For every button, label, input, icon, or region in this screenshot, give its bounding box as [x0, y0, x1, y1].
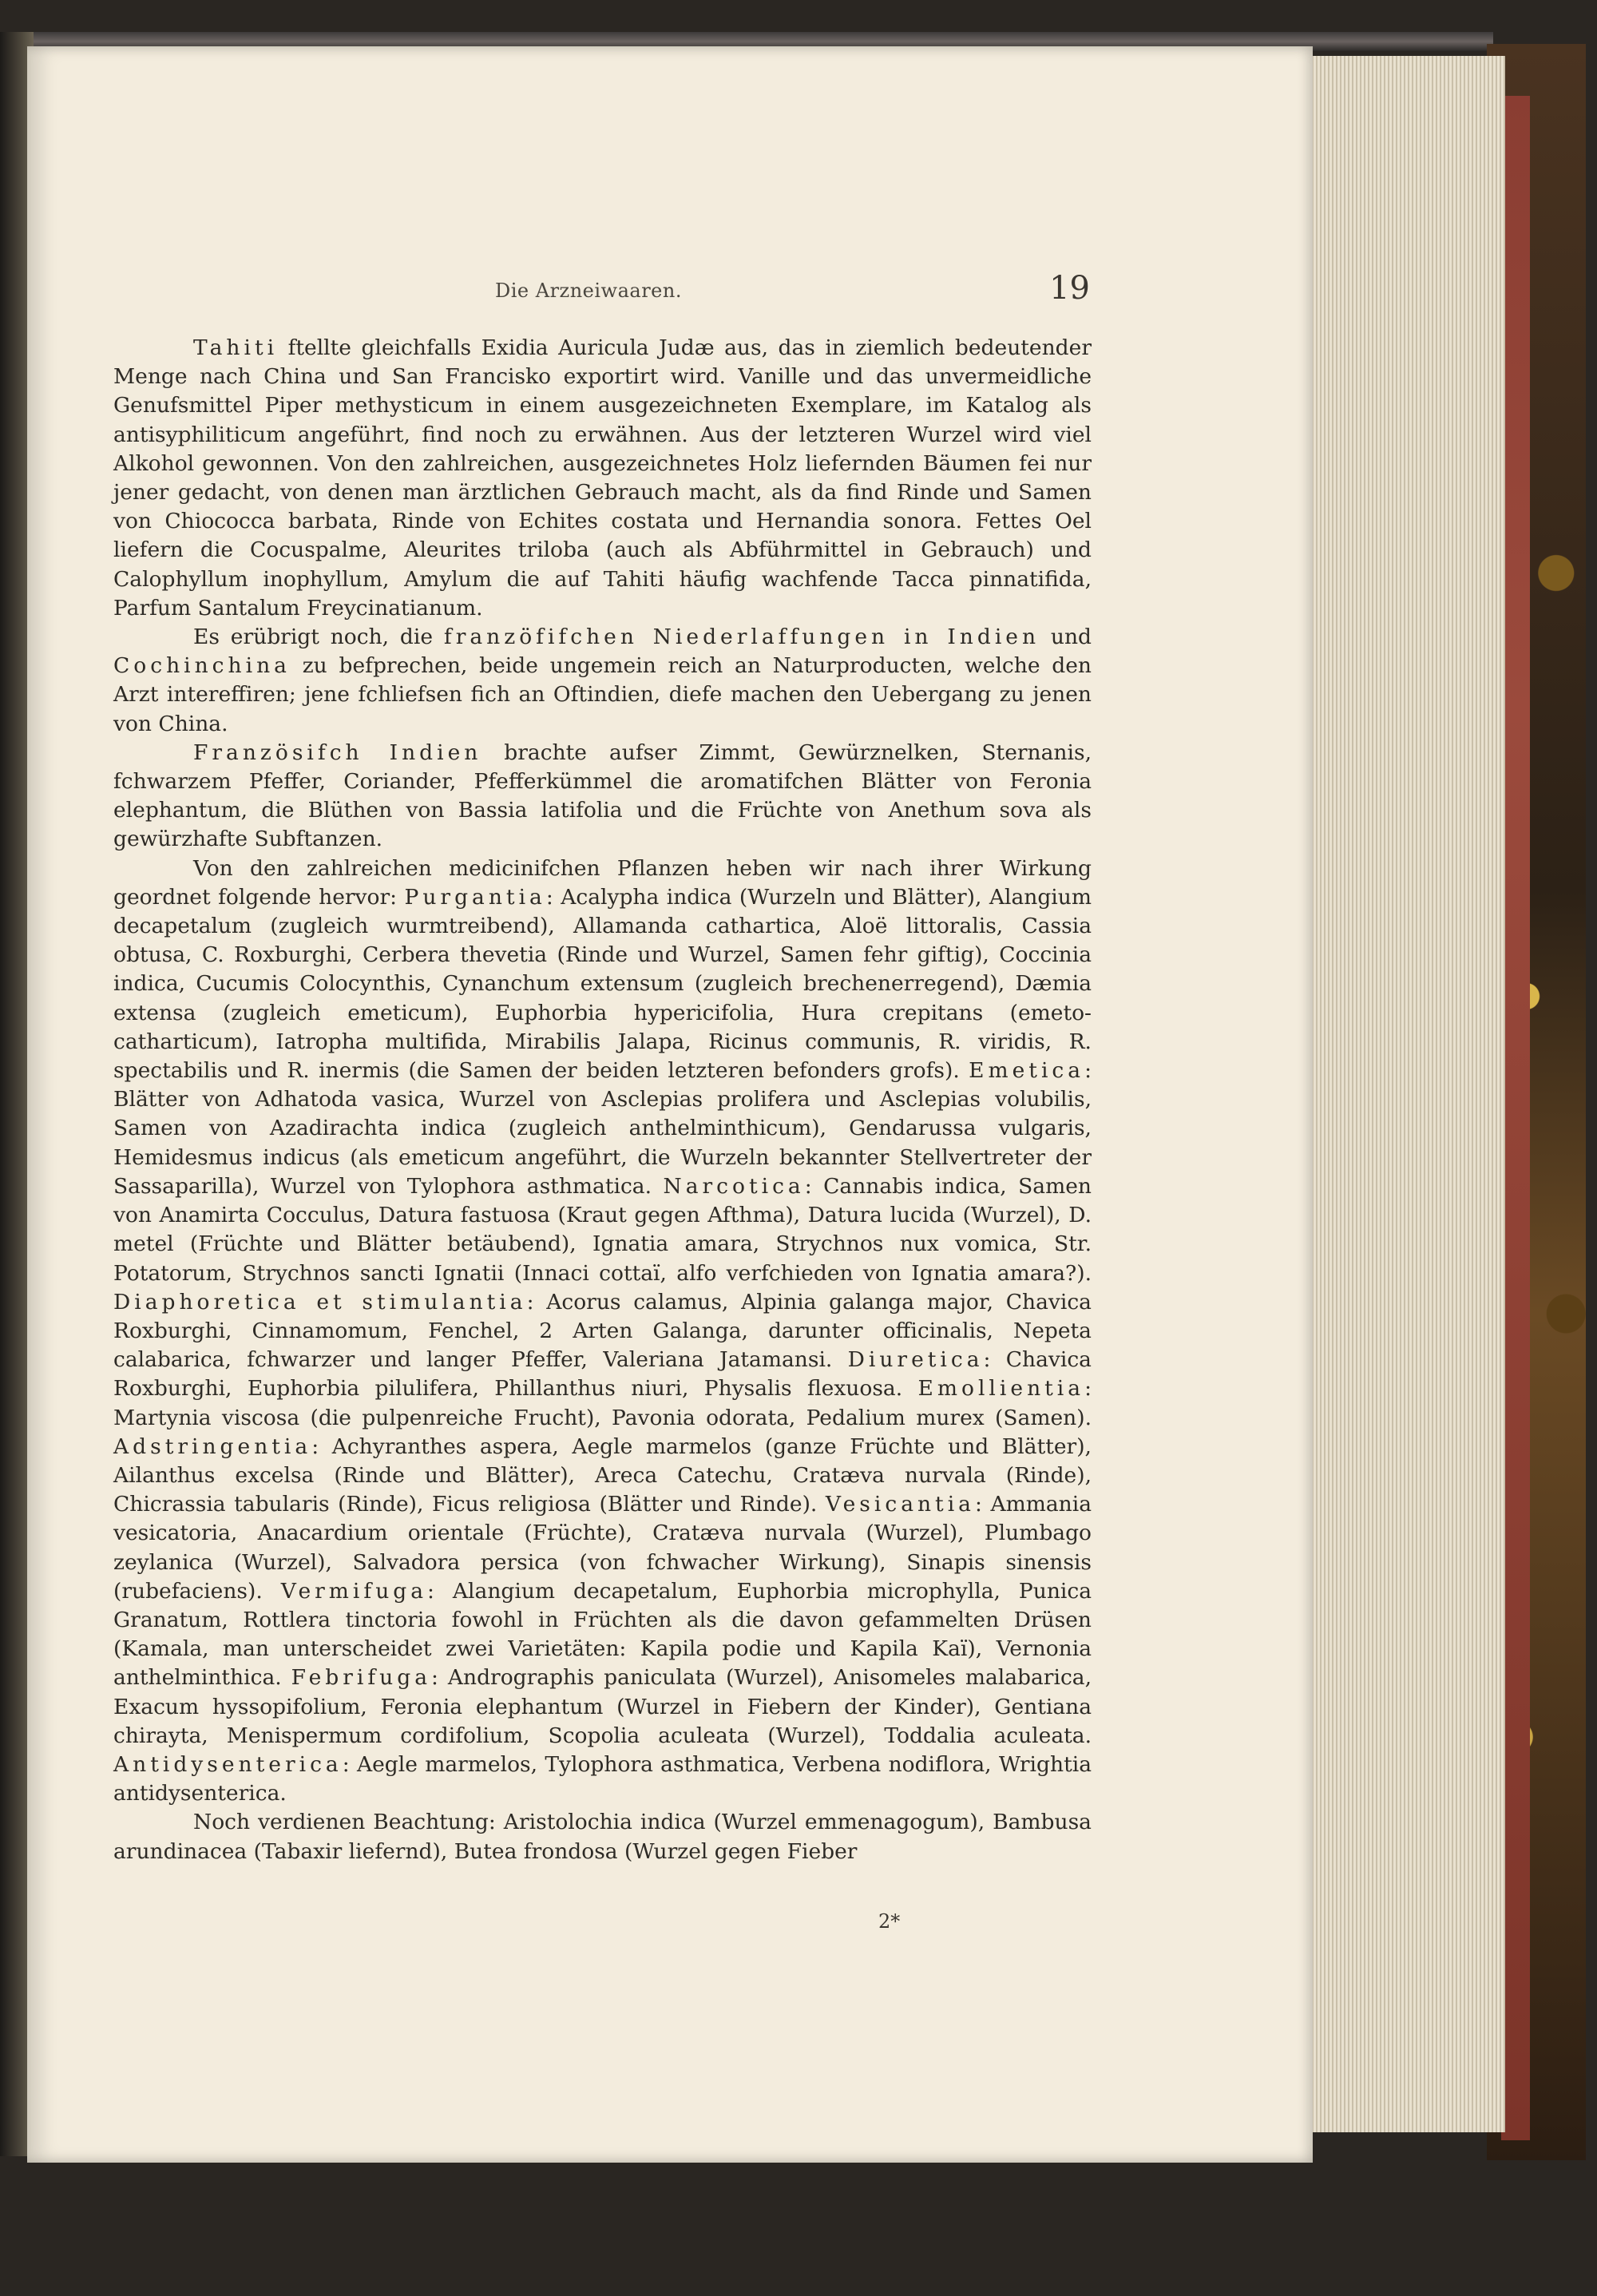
text-run: : Andrographis paniculata (Wurzel), Anisomeles malabarica, Exacum hyssopifolium, Feronia elephantum (Wurzel in Fiebern der Kinder), Gentiana chirayta, Menispermum cordifolium, Scopolia aculeata (Wurzel), Toddalia aculeata. [113, 1665, 1092, 1748]
body-text [113, 334, 1092, 1866]
book-cover-edge [1501, 96, 1530, 2140]
text-run: : Martynia viscosa (die pulpenreiche Frucht), Pavonia odorata, Pedalium murex (Samen). [113, 1376, 1092, 1430]
paragraph-4 [113, 855, 1092, 1809]
text-run: Von den zahlreichen medicinifchen Pflanzen heben wir nach ihrer Wirkung geordnet folgende hervor: [113, 855, 1092, 910]
text-run: ftellte gleichfalls Exidia Auricula Judæ aus, das in ziemlich bedeutender Menge nach China und San Francisko exportirt wird. Vanille und das unvermeidliche Genufsmittel Piper methysticum in einem ausgezeichneten Exemplare, im Katalog als antisyphiliticum angeführt, find noch zu erwähnen. Aus der letzteren Wurzel wird viel Alkohol gewonnen. Von den zahlreichen, ausgezeichnetes Holz liefernden Bäumen fei nur jener gedacht, von denen man ärztlichen Gebrauch macht, als da find Rinde und Samen von Chiococca barbata, Rinde von Echites costata und Hernandia sonora. Fettes Oel liefern die Cocuspalme, Aleurites triloba (auch als Abführmittel in Gebrauch) und Calophyllum inophyllum, Amylum die auf Tahiti häufig wachfende Tacca pinnatifida, Parfum Santalum Freycinatianum. [113, 335, 1092, 621]
spaced-term: franzöfifchen Niederlaffungen in Indien [443, 625, 1040, 650]
spaced-term: Emetica [969, 1058, 1085, 1084]
text-run: : Aegle marmelos, Tylophora asthmatica, Verbena nodiflora, Wrightia antidysenterica. [113, 1751, 1092, 1806]
text-run: : Chavica Roxburghi, Euphorbia pilulifera, Phillanthus niuri, Physalis flexuosa. [113, 1347, 1092, 1402]
spaced-term: Narcotica [663, 1173, 805, 1199]
text-run: brachte aufser Zimmt, Gewürznelken, Sternanis, fchwarzem Pfeffer, Coriander, Pfefferkümmel die aromatifchen Blätter von Feronia elephantum, die Blüthen von Bassia latifolia und die Früchte von Anethum sova als gewürzhafte Subftanzen. [113, 740, 1092, 852]
spaced-term: Französifch Indien [193, 740, 482, 765]
spaced-term: Antidysenterica [113, 1751, 343, 1777]
spaced-term: Purgantia [404, 884, 546, 910]
paragraph-1 [113, 334, 1092, 623]
paragraph-5 [113, 1808, 1092, 1866]
text-run: : Blätter von Adhatoda vasica, Wurzel von Asclepias prolifera und Asclepias volubilis, Samen von Azadirachta indica (zugleich anthelminthicum), Gendarussa vulgaris, Hemidesmus indicus (als emeticum angeführt, die Wurzeln bekannter Stellvertreter der Sassaparilla), Wurzel von Tylophora asthmatica. [113, 1058, 1092, 1199]
spaced-term: Febrifuga [291, 1665, 431, 1691]
page-number: 19 [1049, 270, 1090, 307]
running-title: Die Arzneiwaaren. [495, 280, 682, 302]
spaced-term: Adstringentia [113, 1434, 312, 1459]
text-run: : Acorus calamus, Alpinia galanga major, Chavica Roxburghi, Cinnamomum, Fenchel, 2 Arten Galanga, darunter officinalis, Nepeta calabarica, fchwarzer und langer Pfeffer, Valeriana Jatamansi. [113, 1289, 1092, 1373]
text-run: zu befprechen, beide ungemein reich an Naturproducten, welche den Arzt intereffiren; jene fchliefsen fich an Oftindien, diefe machen den Uebergang zu jenen von China. [113, 653, 1092, 736]
text-run: : Achyranthes aspera, Aegle marmelos (ganze Früchte und Blätter), Ailanthus excelsa (Rinde und Blätter), Areca Catechu, Cratæva nurvala (Rinde), Chicrassia tabularis (Rinde), Ficus religiosa (Blätter und Rinde). [113, 1434, 1092, 1517]
text-run: : Ammania vesicatoria, Anacardium orientale (Früchte), Cratæva nurvala (Wurzel), Plumbago zeylanica (Wurzel), Salvadora persica (von fchwacher Wirkung), Sinapis sinensis (rubefaciens). [113, 1492, 1092, 1604]
text-run: : Alangium decapetalum, Euphorbia microphylla, Punica Granatum, Rottlera tinctoria fowohl in Früchten als die davon gefammelten Drüsen (Kamala, man unterscheidet zwei Varietäten: Kapila podie und Kapila Kaï), Vernonia anthelminthica. [113, 1578, 1092, 1691]
page-stack [1310, 56, 1505, 2132]
spaced-term: Diaphoretica et stimulantia [113, 1289, 527, 1315]
running-head [112, 270, 1090, 311]
spaced-term: Emollientia [917, 1376, 1085, 1402]
signature-mark: 2* [878, 1910, 901, 1933]
text-run: : Acalypha indica (Wurzeln und Blätter), Alangium decapetalum (zugleich wurmtreibend), Allamanda cathartica, Aloë littoralis, Cassia obtusa, C. Roxburghi, Cerbera thevetia (Rinde und Wurzel, Samen fehr giftig), Coccinia indica, Cucumis Colocynthis, Cynanchum extensum (zugleich brechenerregend), Dæmia extensa (zugleich emeticum), Euphorbia hypericifolia, Hura crepitans (emeto-catharticum), Iatropha multifida, Mirabilis Jalapa, Ricinus communis, R. viridis, R. spectabilis und R. inermis (die Samen der beiden letzteren befonders grofs). [113, 884, 1092, 1084]
spaced-term: Vermifuga [280, 1578, 428, 1604]
text-run: : Cannabis indica, Samen von Anamirta Cocculus, Datura fastuosa (Kraut gegen Afthma), Datura lucida (Wurzel), D. metel (Früchte und Blätter betäubend), Ignatia amara, Strychnos nux vomica, Str. Potatorum, Strychnos sancti Ignatii (Innaci cottaï, alfo verfchieden von Ignatia amara?). [113, 1173, 1092, 1286]
spaced-term: Cochinchina [113, 653, 291, 679]
spaced-term: Vesicantia [825, 1492, 975, 1517]
paragraph-2 [113, 623, 1092, 739]
text-run: und [1040, 625, 1092, 650]
text-run: Noch verdienen Beachtung: Aristolochia indica (Wurzel emmenagogum), Bambusa arundinacea (Tabaxir liefernd), Butea frondosa (Wurzel gegen Fieber [113, 1810, 1092, 1864]
text-run: Es erübrigt noch, die [193, 625, 444, 650]
paragraph-3 [113, 739, 1092, 855]
spaced-term: Tahiti [193, 335, 279, 360]
spaced-term: Diuretica [847, 1347, 984, 1373]
